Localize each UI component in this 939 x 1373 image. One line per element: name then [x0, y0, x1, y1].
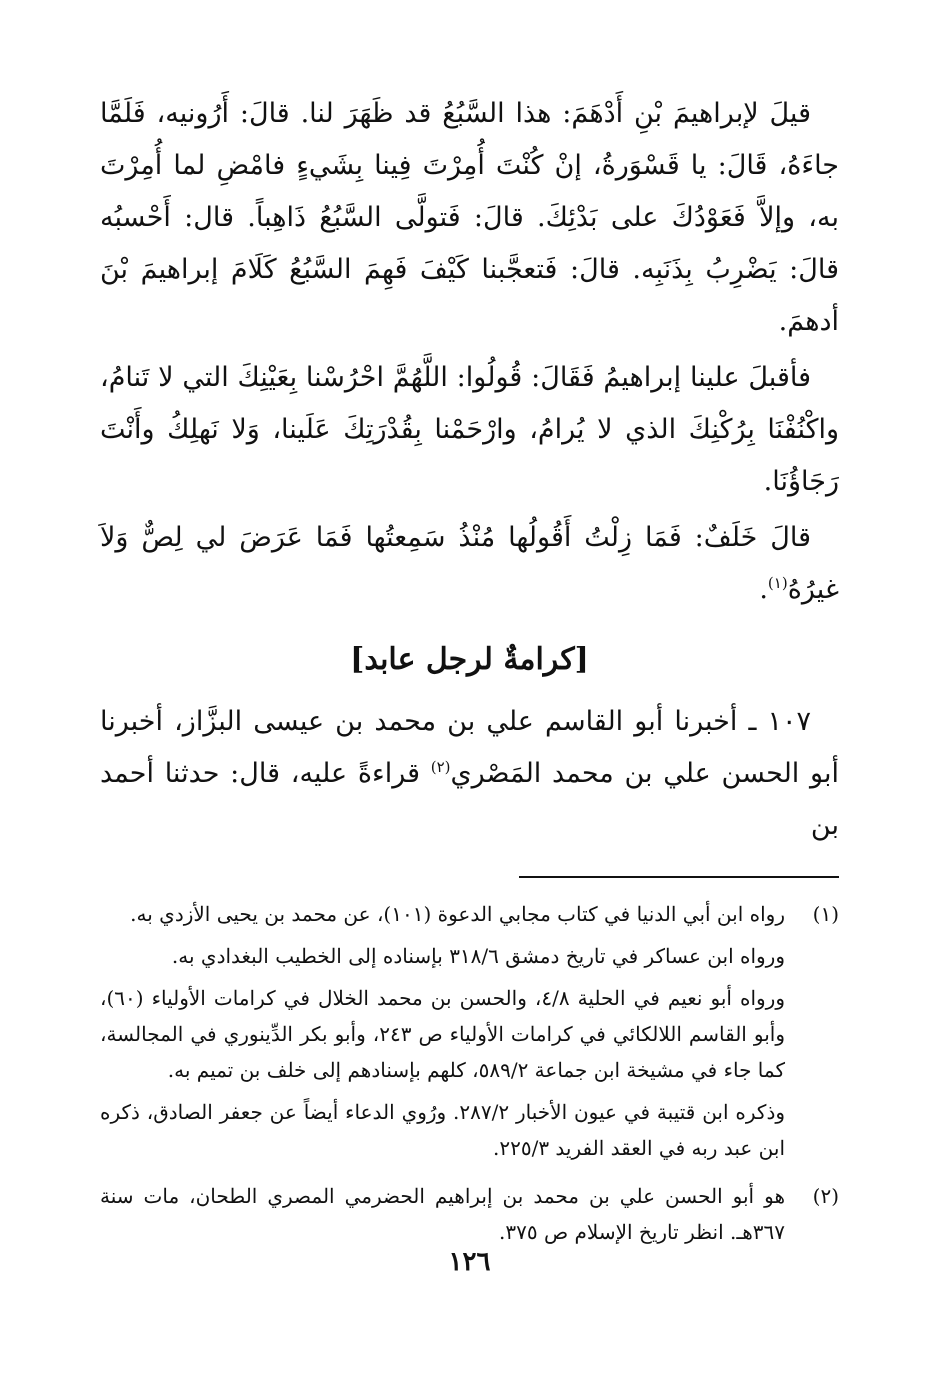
- footnote-divider: [519, 876, 839, 878]
- footnote-paragraph: رواه ابن أبي الدنيا في كتاب مجابي الدعوة (١٠١)، عن محمد بن يحيى الأزدي به.: [130, 902, 785, 926]
- paragraph-2: فأقبلَ علينا إبراهيمُ فَقَالَ: قُولُوا: اللَّهُمَّ احْرُسْنا بِعَيْنِكَ التي لا تَنامُ، واكْنُفْنَا بِرُكْنِكَ الذي لا يُرامُ، وارْحَمْنا بِقُدْرَتِكَ عَلَينا، وَلا نَهلِكُ وأَنْتَ رَجَاؤُنَا.: [100, 362, 839, 497]
- paragraph-4-end: قراءةً عليه، قال: حدثنا أحمد بن: [100, 758, 839, 841]
- footnote-ref-1: (١): [767, 574, 788, 592]
- footnote-1: [100, 896, 839, 1172]
- main-text: [100, 88, 839, 616]
- footnote-paragraph: وذكره ابن قتيبة في عيون الأخبار ٢٨٧/٢. ورُوي الدعاء أيضاً عن جعفر الصادق، ذكره ابن عبد ربه في العقد الفريد ٢٢٥/٣.: [100, 1100, 786, 1160]
- footnote-ref-2: (٢): [430, 758, 451, 776]
- paragraph-4-start: ١٠٧ ـ أخبرنا أبو القاسم علي بن محمد بن عيسى البزَّاز، أخبرنا أبو الحسن علي بن محمد المَصْري: [100, 706, 839, 789]
- paragraph-3: [100, 512, 839, 616]
- section-heading: [كرامةٌ لرجل عابد]: [350, 642, 589, 677]
- main-text-continued: [100, 696, 839, 852]
- footnote-2: [100, 1178, 839, 1256]
- footnotes: [100, 896, 839, 1256]
- footnote-number: (١): [812, 902, 839, 926]
- paragraph-3-text: قالَ خَلَفٌ: فَمَا زِلْتُ أَقُولُها مُنْذُ سَمِعتُها فَمَا عَرَضَ لي لِصٌّ وَلاَ غيرُهُ: [100, 522, 839, 605]
- footnote-paragraph: ورواه ابن عساكر في تاريخ دمشق ٣١٨/٦ بإسناده إلى الخطيب البغدادي به.: [171, 944, 785, 968]
- footnote-number: (٢): [812, 1184, 839, 1208]
- book-page: [100, 88, 839, 1333]
- footnote-paragraph: ورواه أبو نعيم في الحلية ٤/٨، والحسن بن محمد الخلال في كرامات الأولياء (٦٠)، وأبو القاسم اللالكائي في كرامات الأولياء ص ٢٤٣، وأبو بكر الدِّينوري في المجالسة، كما جاء في مشيخة ابن جماعة ٥٨٩/٢، كلهم بإسنادهم إلى خلف بن تميم به.: [100, 986, 785, 1082]
- page-number: ١٢٦: [448, 1247, 491, 1277]
- footnote-body: [100, 1178, 785, 1256]
- paragraph-3-end: .: [759, 574, 768, 605]
- footnote-paragraph: هو أبو الحسن علي بن محمد بن إبراهيم الحضرمي المصري الطحان، مات سنة ٣٦٧هـ. انظر تاريخ الإسلام ص ٣٧٥.: [100, 1184, 785, 1244]
- paragraph-1: قيلَ لإبراهيمَ بْنِ أَدْهَمَ: هذا السَّبُعُ قد ظَهَرَ لنا. قالَ: أَرُونيه، فَلَمَّا جاءَهُ، قَالَ: يا قَسْوَرةُ، إنْ كُنْتَ أُمِرْتَ فِينا بِشَيءٍ فامْضِ لما أُمِرْتَ به، وإلاَّ فَعَوْدُكَ على بَدْئِكَ. قالَ: فَتولَّى السَّبُعُ ذَاهِباً. قال: أَحْسبُه قالَ: يَضْرِبُ بِذَنَبِه. قالَ: فَتعجَّبنا كَيْفَ فَهِمَ السَّبُعُ كَلَامَ إبراهيمَ بْنَ أدهمَ.: [100, 98, 839, 337]
- footnote-body: [100, 896, 785, 1172]
- paragraph-4: [100, 696, 839, 852]
